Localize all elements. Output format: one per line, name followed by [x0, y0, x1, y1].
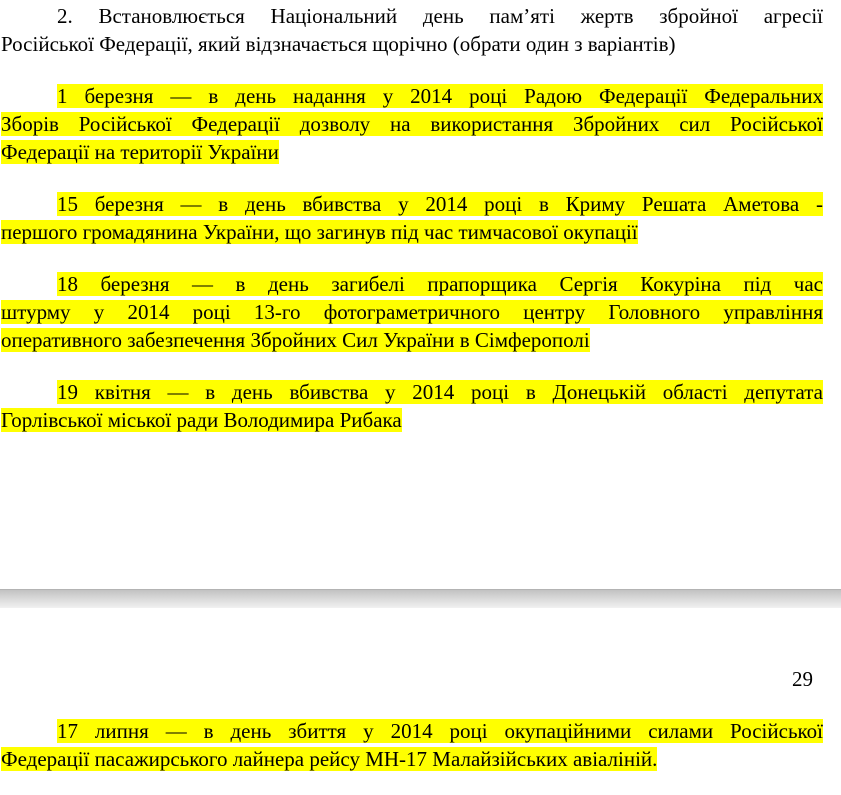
highlighted-text-line [1, 298, 823, 326]
page-bottom-margin [0, 434, 841, 589]
page-number-row [0, 608, 841, 693]
highlight-mark: Федерації на території України [1, 140, 279, 164]
page-break-divider [0, 589, 841, 608]
highlight-mark: 19 квітня — в день вбивства у 2014 році в Донецькій області депутата [57, 380, 823, 404]
text-run: Російської Федерації, який відзначається щорічно (обрати один з варіантів) [1, 32, 676, 56]
highlight-mark: 15 березня — в день вбивства у 2014 році в Криму Решата Аметова - [57, 192, 823, 216]
highlight-mark: першого громадянина України, що загинув під час тимчасової окупації [1, 220, 638, 244]
page-number: 29 [792, 667, 813, 691]
highlighted-text-line [1, 326, 823, 354]
highlighted-text-line [1, 218, 823, 246]
highlight-mark: штурму у 2014 році 13-го фотограметричного центру Головного управління [1, 300, 823, 324]
highlighted-text-line [1, 190, 823, 218]
highlight-mark: Федерації пасажирського лайнера рейсу МН-17 Малайзійських авіаліній. [1, 747, 658, 771]
highlight-mark: 17 липня — в день збиття у 2014 році окупаційними силами Російської [57, 719, 823, 743]
highlight-mark: Горлівської міської ради Володимира Рибака [1, 408, 402, 432]
highlight-mark: 18 березня — в день загибелі прапорщика Сергія Кокуріна під час [57, 272, 823, 296]
paragraph-5 [1, 378, 823, 434]
highlighted-text-line [1, 82, 823, 110]
highlighted-text-line [1, 110, 823, 138]
highlighted-text-line [1, 717, 823, 745]
text-run: 2. Встановлюється Національний день пам’яті жертв збройної агресії [57, 4, 823, 28]
paragraph-6 [1, 717, 823, 773]
highlighted-text-line [1, 745, 823, 773]
paragraph-4 [1, 270, 823, 354]
highlight-mark: оперативного забезпечення Збройних Сил України в Сімферополі [1, 328, 590, 352]
text-line [1, 2, 823, 30]
text-line [1, 30, 823, 58]
page-2-body [0, 693, 841, 773]
paragraph-2 [1, 82, 823, 166]
highlight-mark: 1 березня — в день надання у 2014 році Радою Федерації Федеральних [57, 84, 823, 108]
highlight-mark: Зборів Російської Федерації дозволу на використання Збройних сил Російської [1, 112, 823, 136]
highlighted-text-line [1, 138, 823, 166]
paragraph-3 [1, 190, 823, 246]
highlighted-text-line [1, 406, 823, 434]
paragraph-1 [1, 2, 823, 58]
highlighted-text-line [1, 378, 823, 406]
highlighted-text-line [1, 270, 823, 298]
